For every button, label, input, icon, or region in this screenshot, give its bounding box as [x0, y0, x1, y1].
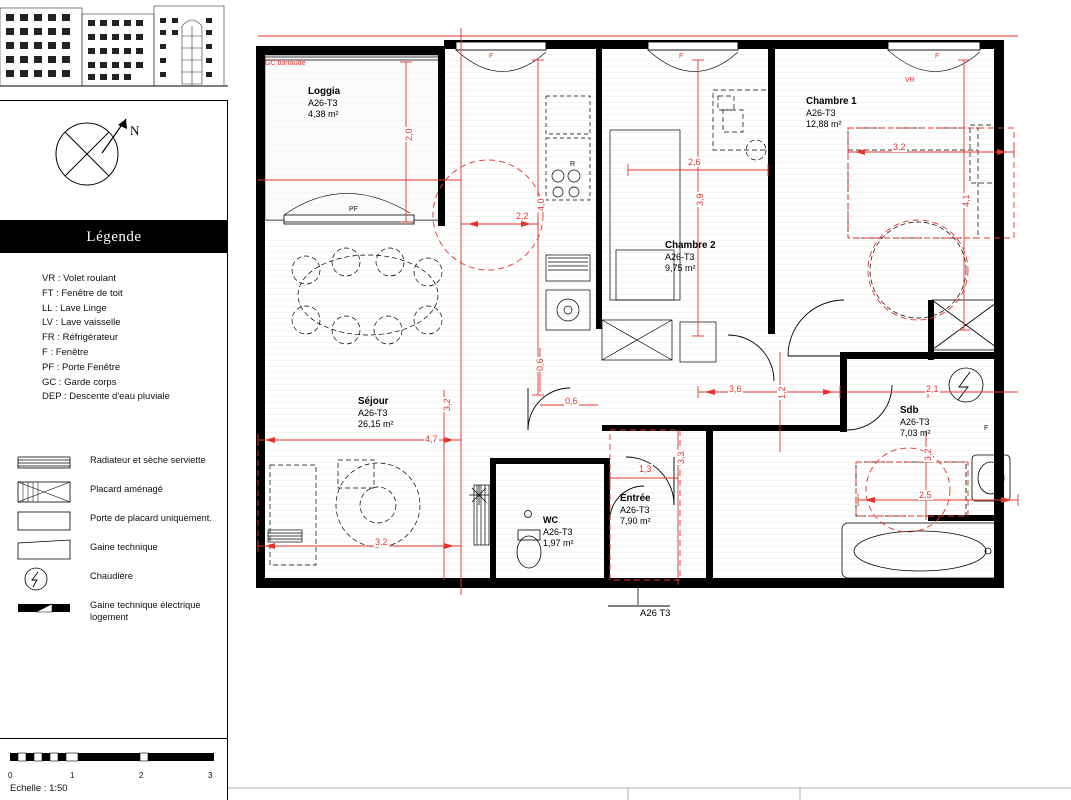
dimension-text: 0,6	[535, 358, 545, 371]
dimension-text: 2,2	[516, 211, 529, 221]
room-name: Chambre 2	[665, 240, 716, 251]
legend-symbol-row	[14, 566, 228, 595]
room-area: 9,75 m²	[665, 263, 696, 273]
room-label-entree	[620, 493, 651, 528]
annotation-window: F	[489, 53, 494, 60]
annotation-roller-shutter: VR	[905, 77, 915, 84]
dimension-text: 2,1	[926, 384, 939, 394]
annotation-fridge: R	[570, 161, 576, 168]
dimension-text: 2,5	[919, 490, 932, 500]
dimension-text: 3,6	[729, 384, 742, 394]
annotation-french-door: PF	[349, 206, 358, 213]
electrical-duct-icon	[14, 595, 74, 621]
floor-plan-drawing	[228, 0, 1071, 800]
closet-door-icon	[14, 508, 74, 534]
scale-tick: 3	[208, 771, 213, 780]
dimension-text: 1,3	[639, 464, 652, 474]
building-elevation-thumbnail	[0, 0, 228, 100]
room-label-chambre-1	[806, 96, 857, 131]
legend-title-bar	[0, 221, 228, 253]
room-name: Chambre 1	[806, 96, 857, 107]
dimension-text: 4,0	[536, 198, 546, 211]
room-label-loggia	[308, 86, 340, 121]
dimension-text: 3,2	[375, 537, 388, 547]
abbrev-item: PF : Porte Fenêtre	[42, 361, 121, 373]
scale-caption: Echelle : 1:50	[10, 783, 68, 794]
scale-tick: 0	[8, 771, 13, 780]
dimension-text: 3,2	[923, 448, 933, 461]
room-area: 1,97 m²	[543, 538, 574, 548]
legend-panel	[0, 0, 228, 800]
abbrev-item: VR : Volet roulant	[42, 273, 116, 284]
legend-symbol-row	[14, 595, 228, 624]
annotation-window: F	[984, 425, 989, 432]
dimension-text: 4,7	[425, 434, 438, 444]
room-area: 7,90 m²	[620, 516, 651, 526]
abbrev-item: F : Fenêtre	[42, 346, 89, 358]
room-ref: A26-T3	[900, 416, 930, 427]
symbol-legend-list	[14, 450, 228, 624]
abbrev-item: DEP : Descente d'eau pluviale	[42, 391, 170, 403]
fitted-closet-icon	[14, 479, 74, 505]
dimension-text: 2,6	[688, 157, 701, 167]
north-letter: N	[130, 123, 140, 138]
legend-symbol-row	[14, 537, 228, 566]
dimension-text: 3,3	[676, 451, 686, 464]
abbrev-item: FT : Fenêtre de toit	[42, 287, 123, 299]
dimension-text: 4,1	[961, 194, 971, 207]
annotation-gc-barraude: GC barraudé	[265, 60, 306, 67]
room-ref: A26-T3	[620, 504, 650, 515]
legend-symbol-label: Radiateur et sèche serviette	[90, 455, 206, 465]
room-label-wc	[543, 515, 574, 550]
legend-symbol-row	[14, 479, 228, 508]
scale-tick: 2	[139, 771, 144, 780]
room-name: Entrée	[620, 493, 651, 504]
room-area: 7,03 m²	[900, 428, 931, 438]
legend-symbol-row	[14, 450, 228, 479]
boiler-icon	[14, 566, 74, 592]
room-label-chambre-2	[665, 240, 716, 275]
room-name: WC	[543, 515, 558, 525]
room-ref: A26-T3	[358, 407, 388, 418]
abbrev-item: LL : Lave Linge	[42, 302, 107, 314]
room-area: 4,38 m²	[308, 109, 339, 119]
annotation-window: F	[935, 53, 940, 60]
abbrev-item: LV : Lave vaisselle	[42, 317, 121, 329]
north-compass-block	[0, 101, 228, 219]
scale-bar-block	[0, 738, 228, 800]
room-area: 12,88 m²	[806, 119, 842, 129]
annotation-window: F	[679, 53, 684, 60]
legend-symbol-label: Gaine technique	[90, 542, 158, 552]
room-ref: A26-T3	[806, 107, 836, 118]
room-ref: A26-T3	[308, 97, 338, 108]
dimension-text: 1,2	[777, 386, 787, 399]
legend-symbol-label: Chaudière	[90, 571, 133, 581]
abbrev-item: FR : Réfrigérateur	[42, 332, 119, 344]
room-ref: A26-T3	[665, 251, 695, 262]
room-area: 26,15 m²	[358, 419, 394, 429]
radiator-icon	[14, 450, 74, 476]
dimension-text: 0,6	[565, 396, 578, 406]
legend-symbol-row	[14, 508, 228, 537]
technical-duct-icon	[14, 537, 74, 563]
north-arrow-icon	[96, 113, 140, 157]
legend-symbol-label: Porte de placard uniquement.	[90, 513, 212, 523]
plan-code-label: A26 T3	[640, 608, 671, 619]
dimension-text: 2,0	[404, 128, 414, 141]
abbrev-item: GC : Garde corps	[42, 376, 117, 388]
room-label-sejour	[358, 396, 394, 431]
dimension-text: 3,2	[893, 142, 906, 152]
room-label-sdb	[900, 405, 931, 440]
room-name: Sdb	[900, 405, 919, 416]
dimension-text: 3,9	[695, 193, 705, 206]
legend-title: Légende	[86, 228, 142, 245]
scale-bar-graphic	[10, 749, 220, 767]
dimension-text: 3,2	[442, 398, 452, 411]
legend-symbol-label: Gaine technique électrique logement	[90, 600, 201, 622]
scale-tick: 1	[70, 771, 75, 780]
room-name: Séjour	[358, 396, 389, 407]
legend-symbol-label: Placard aménagé	[90, 484, 163, 494]
room-ref: A26-T3	[543, 526, 573, 537]
abbreviation-list	[42, 272, 222, 405]
room-name: Loggia	[308, 86, 341, 97]
plan-vector	[228, 0, 1071, 800]
